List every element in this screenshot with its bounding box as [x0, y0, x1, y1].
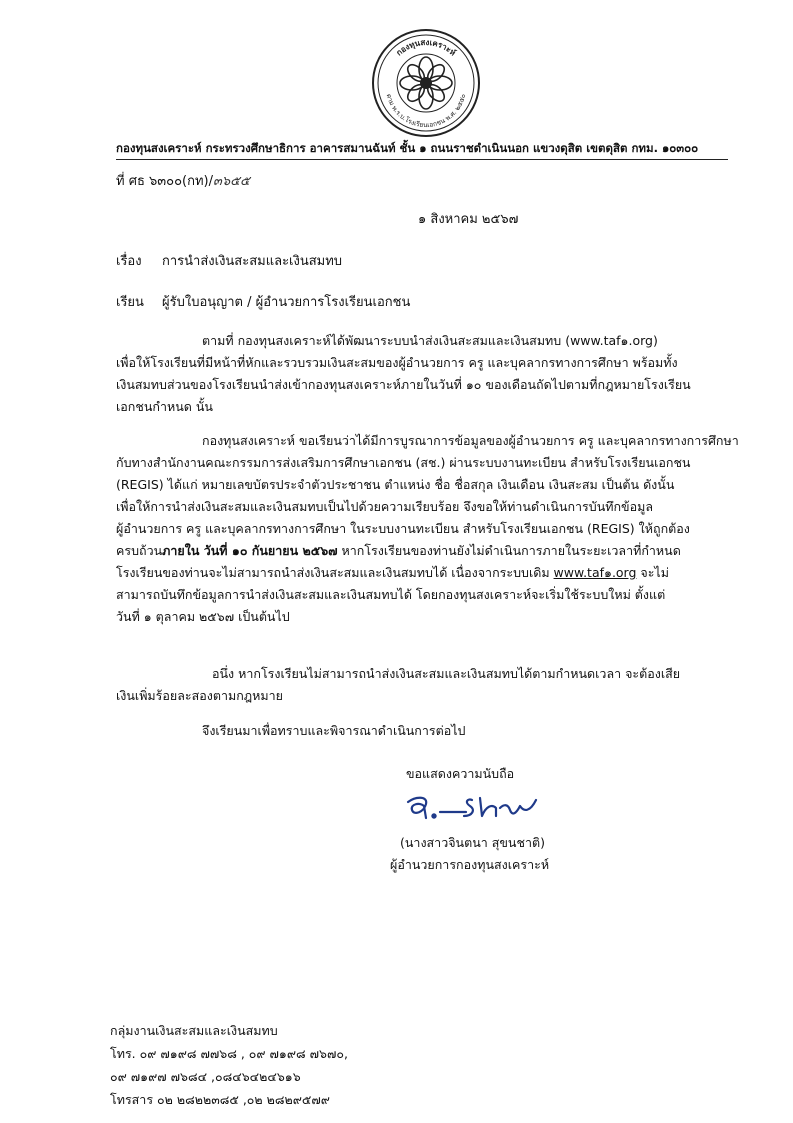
footer-telephone-2: ๐๙ ๗๑๙๗ ๗๖๘๔ ,๐๘๔๖๔๒๔๖๑๖	[110, 1069, 301, 1084]
header-divider	[116, 159, 728, 160]
paragraph-1-line: เอกชนกำหนด นั้น	[116, 399, 213, 414]
document-number-prefix: ที่ ศธ ๖๓๐๐(กท)/	[116, 174, 213, 189]
header-address: กองทุนสงเคราะห์ กระทรวงศึกษาธิการ อาคารสมานฉันท์ ชั้น ๑ ถนนราชดำเนินนอก แขวงดุสิต เขตดุสิต กทม. ๑๐๓๐๐	[116, 141, 699, 155]
svg-text:ตาม พ.ร.บ.โรงเรียนเอกชน พ.ศ. ๒	[385, 93, 468, 129]
closing-sentence: จึงเรียนมาเพื่อทราบและพิจารณาดำเนินการต่อไป	[202, 723, 466, 738]
paragraph-2-line: ผู้อำนวยการ ครู และบุคลากรทางการศึกษา ในระบบงานทะเบียน สำหรับโรงเรียนเอกชน (REGIS) ให้ถูกต้อง	[116, 521, 690, 536]
footer-contact	[110, 1019, 348, 1111]
paragraph-2-line: (REGIS) ได้แก่ หมายเลขบัตรประจำตัวประชาชน ตำแหน่ง ชื่อ ชื่อสกุล เงินเดือน เงินสะสม เป็นต้น ดังนั้น	[116, 477, 675, 492]
document-number-handwritten: ๓๖๕๕	[213, 174, 250, 189]
paragraph-2-line: วันที่ ๑ ตุลาคม ๒๕๖๗ เป็นต้นไป	[116, 609, 290, 624]
paragraph-3-line: เงินเพิ่มร้อยละสองตามกฎหมาย	[116, 688, 283, 703]
seal-emblem-icon	[370, 27, 482, 139]
paragraph-1	[116, 330, 728, 418]
footer-fax: โทรสาร ๐๒ ๒๘๒๒๓๘๕ ,๐๒ ๒๘๒๙๕๗๙	[110, 1092, 330, 1107]
footer-department: กลุ่มงานเงินสะสมและเงินสมทบ	[110, 1023, 278, 1038]
paragraph-1-line: ตามที่ กองทุนสงเคราะห์ได้พัฒนาระบบนำส่งเงินสะสมและเงินสมทบ (www.taf๑.org)	[202, 333, 658, 348]
seal-logo	[370, 27, 482, 139]
subject-text: การนำส่งเงินสะสมและเงินสมทบ	[162, 254, 343, 269]
footer-telephone: โทร. ๐๙ ๗๑๙๘ ๗๗๖๘ , ๐๙ ๗๑๙๘ ๗๖๗๐,	[110, 1046, 348, 1061]
addressee-line	[116, 291, 410, 312]
subject-line	[116, 250, 342, 271]
signer-name: (นางสาวจินตนา สุขนชาติ)	[400, 835, 545, 850]
deadline-suffix: หากโรงเรียนของท่านยังไม่ดำเนินการภายในระยะเวลาที่กำหนด	[337, 543, 681, 558]
paragraph-3	[116, 663, 728, 707]
paragraph-2-line	[116, 562, 728, 584]
seal-top-text: กองทุนสงเคราะห์	[394, 37, 458, 58]
deadline-prefix: ครบถ้วน	[116, 543, 163, 558]
old-system-suffix: จะไม่	[636, 565, 669, 580]
paragraph-2	[116, 430, 739, 628]
seal-bottom-text: ตาม พ.ร.บ.โรงเรียนเอกชน พ.ศ. ๒๕๕๐	[384, 93, 468, 130]
paragraph-1-line: เพื่อให้โรงเรียนที่มีหน้าที่หักและรวบรวมเงินสะสมของผู้อำนวยการ ครู และบุคลากรทางการศึกษา พร้อมทั้ง	[116, 355, 678, 370]
paragraph-2-line	[116, 540, 728, 562]
document-number	[116, 170, 250, 191]
regards-text: ขอแสดงความนับถือ	[406, 766, 515, 781]
addressee-text: ผู้รับใบอนุญาต / ผู้อำนวยการโรงเรียนเอกชน	[162, 295, 411, 310]
paragraph-2-line: กับทางสำนักงานคณะกรรมการส่งเสริมการศึกษาเอกชน (สช.) ผ่านระบบงานทะเบียน สำหรับโรงเรียนเอกชน	[116, 455, 691, 470]
paragraph-2-line: เพื่อให้การนำส่งเงินสะสมและเงินสมทบเป็นไปด้วยความเรียบร้อย จึงขอให้ท่านดำเนินการบันทึกข้อมูล	[116, 499, 653, 514]
old-system-prefix: โรงเรียนของท่านจะไม่สามารถนำส่งเงินสะสมและเงินสมทบได้ เนื่องจากระบบเดิม	[116, 565, 554, 580]
document-date: ๑ สิงหาคม ๒๕๖๗	[418, 212, 519, 227]
deadline-text: ภายใน วันที่ ๑๐ กันยายน ๒๕๖๗	[162, 543, 338, 558]
subject-label: เรื่อง	[116, 254, 142, 269]
addressee-label: เรียน	[116, 295, 144, 310]
paragraph-2-line: กองทุนสงเคราะห์ ขอเรียนว่าได้มีการบูรณาการข้อมูลของผู้อำนวยการ ครู และบุคลากรทางการศึกษา	[202, 433, 739, 448]
paragraph-2-line: สามารถบันทึกข้อมูลการนำส่งเงินสะสมและเงินสมทบได้ โดยกองทุนสงเคราะห์จะเริ่มใช้ระบบใหม่ ตั้งแต่	[116, 587, 666, 602]
handwritten-signature	[402, 790, 542, 826]
old-system-link[interactable]: www.taf๑.org	[553, 565, 637, 580]
paragraph-3-line: อนึ่ง หากโรงเรียนไม่สามารถนำส่งเงินสะสมและเงินสมทบได้ตามกำหนดเวลา จะต้องเสีย	[212, 666, 681, 681]
signer-position: ผู้อำนวยการกองทุนสงเคราะห์	[390, 857, 550, 872]
paragraph-1-line: เงินสมทบส่วนของโรงเรียนนำส่งเข้ากองทุนสงเคราะห์ภายในวันที่ ๑๐ ของเดือนถัดไปตามที่กฎหมายโรงเรียน	[116, 377, 691, 392]
